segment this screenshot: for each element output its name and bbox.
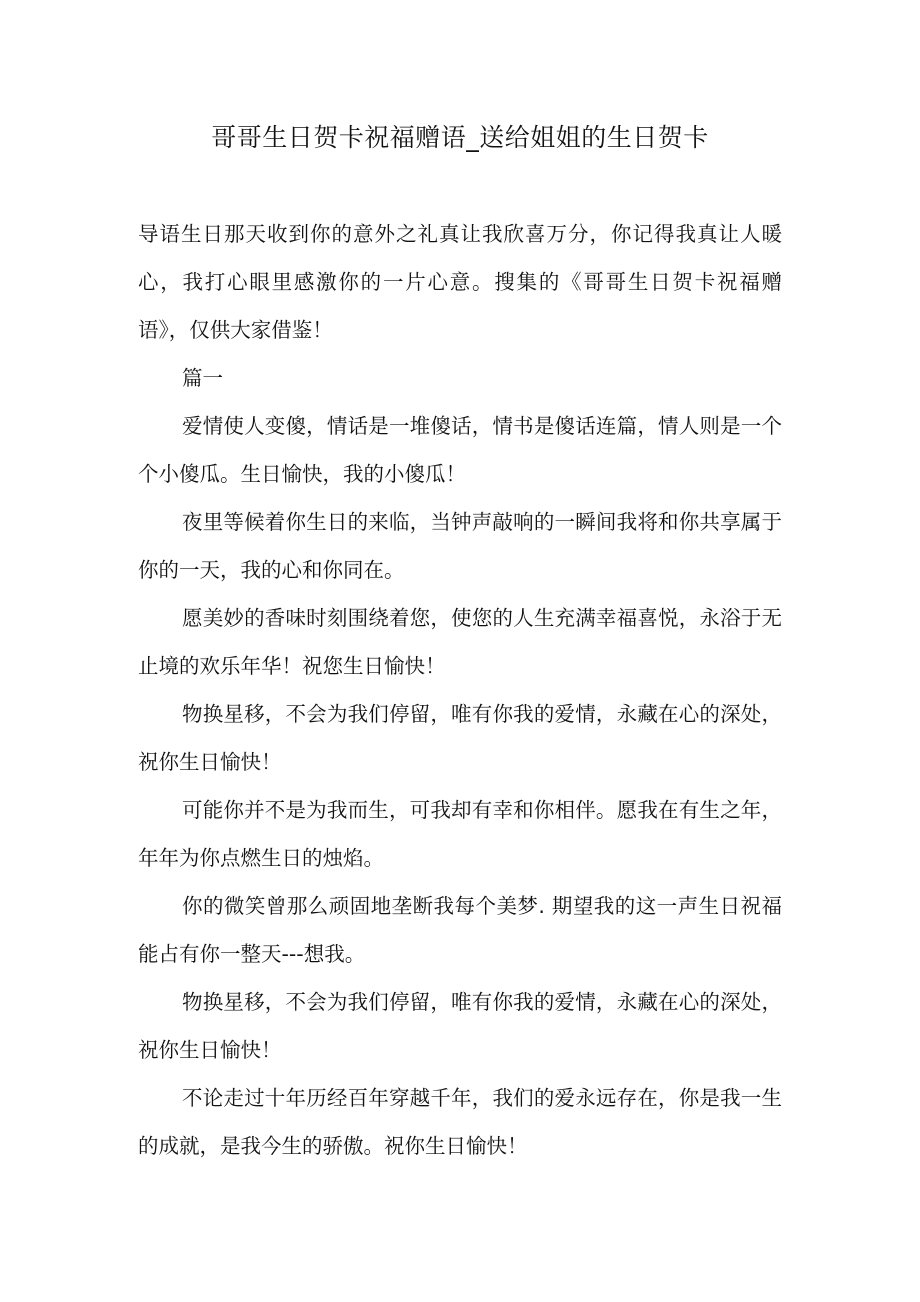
paragraph: 爱情使人变傻，情话是一堆傻话，情书是傻话连篇，情人则是一个个小傻瓜。生日愉快，我的小傻瓜！ [138,414,782,486]
paragraph: 物换星移，不会为我们停留，唯有你我的爱情，永藏在心的深处，祝你生日愉快！ [138,702,782,774]
paragraph: 愿美妙的香味时刻围绕着您，使您的人生充满幸福喜悦，永浴于无止境的欢乐年华！祝您生日愉快！ [138,606,782,678]
paragraph: 不论走过十年历经百年穿越千年，我们的爱永远存在，你是我一生的成就，是我今生的骄傲。祝你生日愉快！ [138,1086,782,1158]
intro-paragraph: 导语生日那天收到你的意外之礼真让我欣喜万分，你记得我真让人暖心，我打心眼里感激你的一片心意。搜集的《哥哥生日贺卡祝福赠语》，仅供大家借鉴！ [138,222,782,342]
paragraph: 物换星移，不会为我们停留，唯有你我的爱情，永藏在心的深处，祝你生日愉快！ [138,990,782,1062]
paragraph: 你的微笑曾那么顽固地垄断我每个美梦. 期望我的这一声生日祝福能占有你一整天---想我。 [138,894,782,966]
document-body [138,210,782,1170]
document-title: 哥哥生日贺卡祝福赠语_送给姐姐的生日贺卡 [211,123,709,152]
paragraph: 可能你并不是为我而生，可我却有幸和你相伴。愿我在有生之年，年年为你点燃生日的烛焰。 [138,798,782,870]
paragraph: 夜里等候着你生日的来临，当钟声敲响的一瞬间我将和你共享属于你的一天，我的心和你同在。 [138,510,782,582]
section-heading: 篇一 [182,366,223,390]
